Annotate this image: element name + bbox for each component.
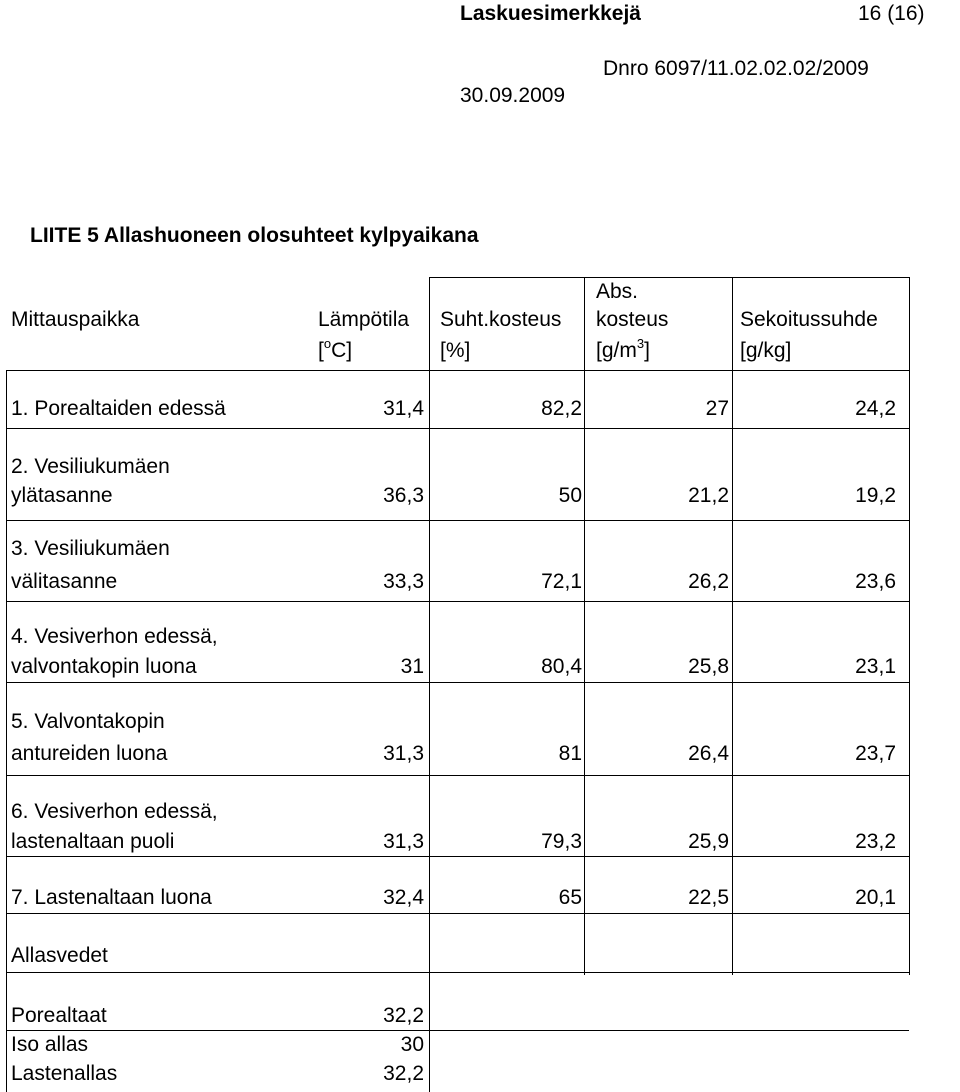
row-location: 3. Vesiliukumäen	[11, 537, 170, 560]
row-location: 1. Porealtaiden edessä	[11, 397, 226, 420]
grid-line	[6, 856, 909, 857]
column-header-relative-humidity: Suht.kosteus	[440, 308, 562, 331]
row-temperature: 36,3	[383, 484, 424, 507]
row-temperature: 31,4	[383, 397, 424, 420]
pools-heading: Allasvedet	[11, 944, 108, 967]
row-relative-humidity: 82,2	[541, 397, 582, 420]
appendix-title: LIITE 5 Allashuoneen olosuhteet kylpyaikana	[30, 224, 479, 247]
document-date: 30.09.2009	[460, 84, 566, 107]
row-absolute-humidity: 25,8	[688, 655, 729, 678]
row-absolute-humidity: 26,4	[688, 742, 729, 765]
row-mixing-ratio: 23,6	[855, 570, 896, 593]
column-unit-temperature: [$^o$C]	[318, 336, 353, 362]
grid-line	[429, 277, 430, 1092]
page-number: 16 (16)	[858, 2, 925, 25]
grid-line	[909, 277, 910, 975]
row-location-continued: lastenaltaan puoli	[11, 830, 175, 853]
grid-line	[6, 370, 909, 371]
row-relative-humidity: 80,4	[541, 655, 582, 678]
grid-line	[732, 277, 733, 975]
row-location: 6. Vesiverhon edessä,	[11, 800, 218, 823]
row-location: 7. Lastenaltaan luona	[11, 886, 212, 909]
pool-name: Iso allas	[11, 1033, 89, 1056]
row-temperature: 31,3	[383, 830, 424, 853]
row-temperature: 31	[400, 655, 424, 678]
grid-line	[6, 601, 909, 602]
row-location: 2. Vesiliukumäen	[11, 455, 170, 478]
grid-line	[6, 1030, 909, 1031]
row-relative-humidity: 50	[558, 484, 582, 507]
row-mixing-ratio: 23,1	[855, 655, 896, 678]
column-header-absolute-humidity-line2: kosteus	[596, 308, 669, 331]
grid-line	[6, 913, 909, 914]
row-absolute-humidity: 21,2	[688, 484, 729, 507]
row-absolute-humidity: 25,9	[688, 830, 729, 853]
row-mixing-ratio: 23,2	[855, 830, 896, 853]
grid-line	[6, 682, 909, 683]
row-location-continued: välitasanne	[11, 570, 118, 593]
row-mixing-ratio: 20,1	[855, 886, 896, 909]
row-location-continued: valvontakopin luona	[11, 655, 197, 678]
row-relative-humidity: 81	[558, 742, 582, 765]
row-mixing-ratio: 24,2	[855, 397, 896, 420]
pool-name: Porealtaat	[11, 1004, 107, 1027]
row-location-continued: antureiden luona	[11, 742, 168, 765]
grid-line	[6, 428, 909, 429]
grid-line	[6, 775, 909, 776]
row-relative-humidity: 79,3	[541, 830, 582, 853]
document-reference-number: Dnro 6097/11.02.02.02/2009	[603, 57, 869, 80]
grid-line	[6, 370, 7, 1092]
row-temperature: 33,3	[383, 570, 424, 593]
column-header-temperature: Lämpötila	[318, 308, 410, 331]
row-absolute-humidity: 27	[705, 397, 729, 420]
column-unit-absolute-humidity: $[g/m^3]$	[596, 336, 650, 362]
grid-line	[584, 277, 585, 975]
grid-line	[6, 972, 909, 973]
row-relative-humidity: 65	[558, 886, 582, 909]
row-mixing-ratio: 19,2	[855, 484, 896, 507]
row-temperature: 31,3	[383, 742, 424, 765]
pool-name: Lastenallas	[11, 1062, 118, 1085]
pool-temperature: 30	[400, 1033, 424, 1056]
pool-temperature: 32,2	[383, 1062, 424, 1085]
row-absolute-humidity: 22,5	[688, 886, 729, 909]
row-relative-humidity: 72,1	[541, 570, 582, 593]
column-unit-mixing-ratio: [g/kg]	[740, 339, 792, 362]
grid-line	[6, 520, 909, 521]
document-header-title: Laskuesimerkkejä	[460, 2, 641, 25]
row-absolute-humidity: 26,2	[688, 570, 729, 593]
row-mixing-ratio: 23,7	[855, 742, 896, 765]
row-location: 4. Vesiverhon edessä,	[11, 625, 218, 648]
column-header-mixing-ratio: Sekoitussuhde	[740, 308, 878, 331]
column-header-location: Mittauspaikka	[11, 308, 140, 331]
row-location: 5. Valvontakopin	[11, 710, 165, 733]
column-unit-relative-humidity: [%]	[440, 339, 471, 362]
pool-temperature: 32,2	[383, 1004, 424, 1027]
column-header-absolute-humidity-line1: Abs.	[596, 280, 639, 303]
grid-line	[429, 277, 909, 278]
row-temperature: 32,4	[383, 886, 424, 909]
row-location-continued: ylätasanne	[11, 484, 113, 507]
